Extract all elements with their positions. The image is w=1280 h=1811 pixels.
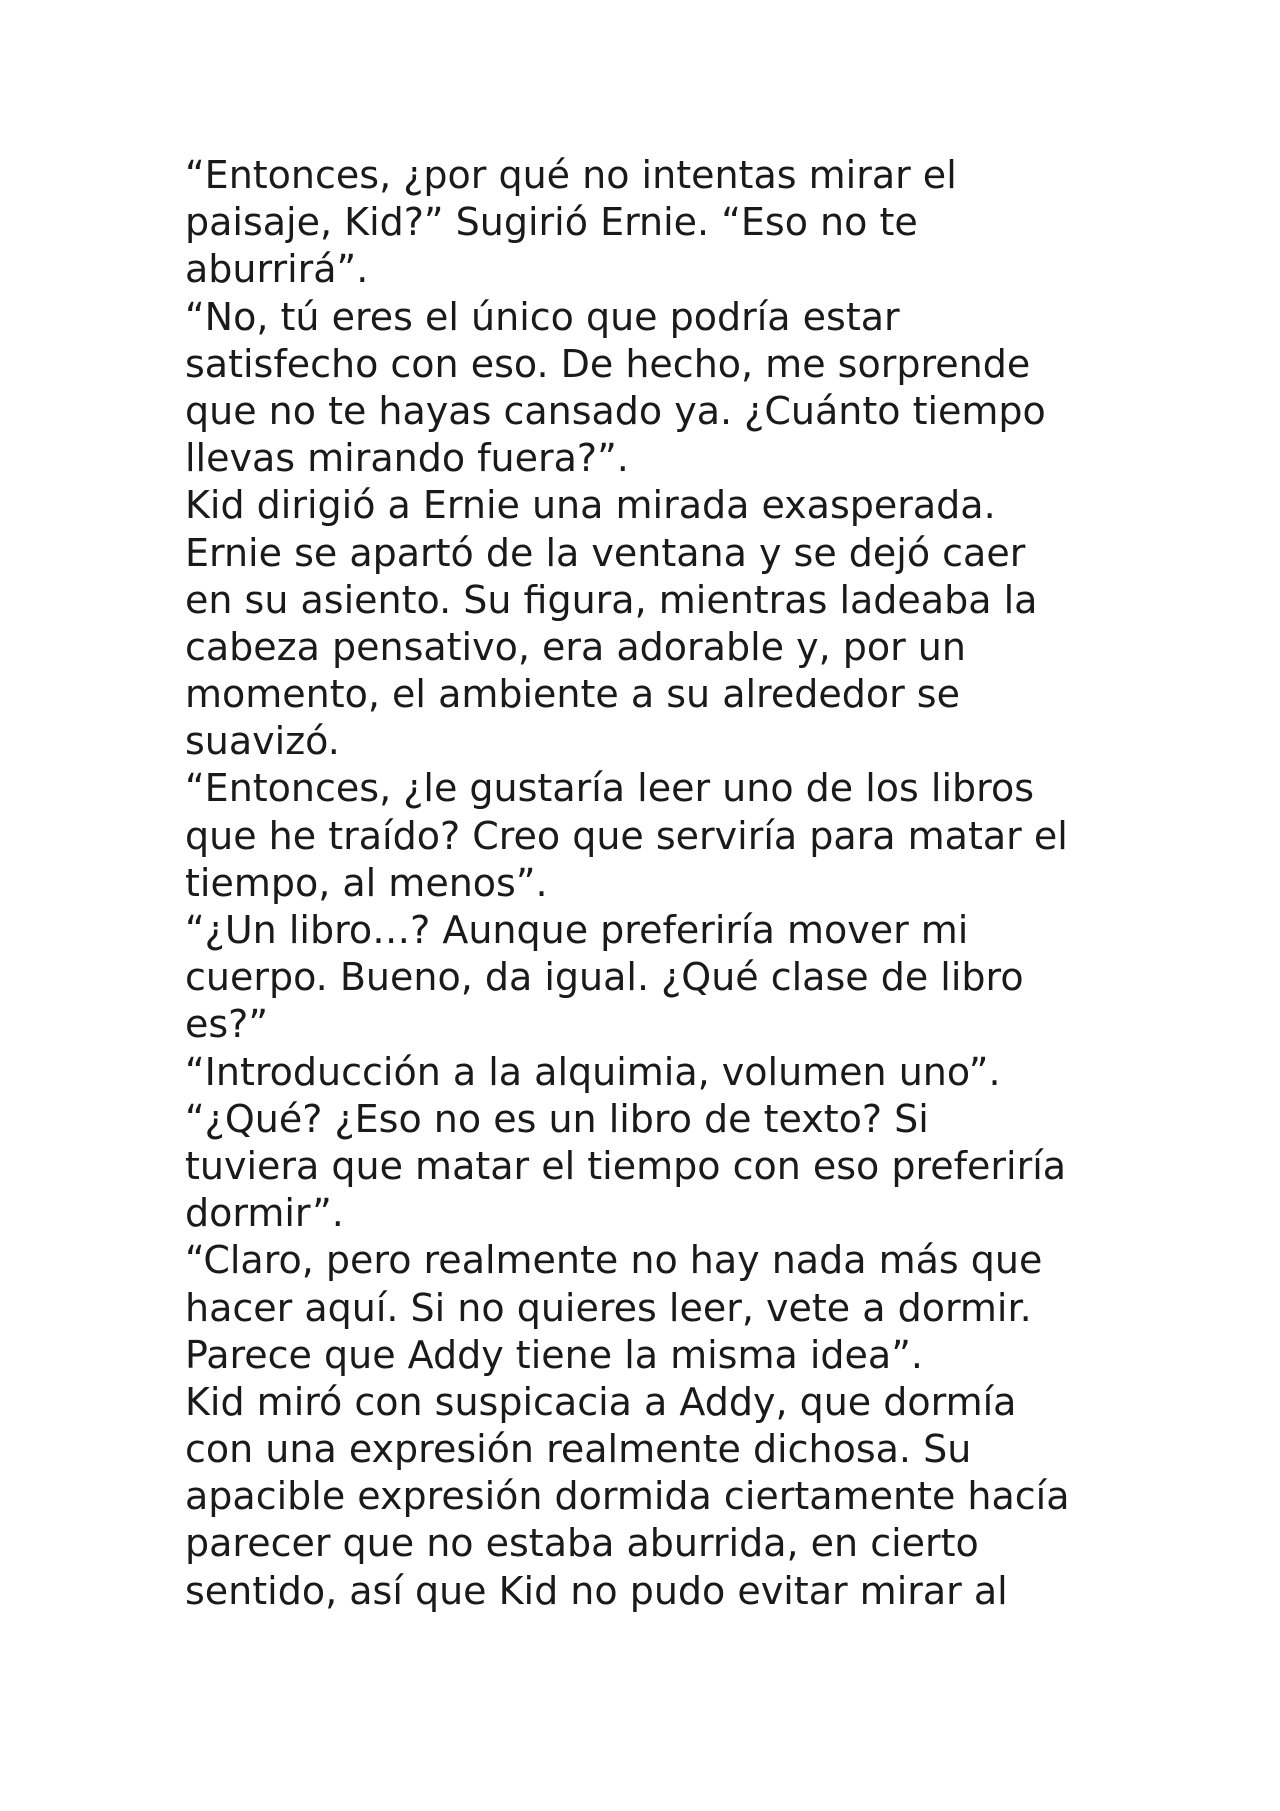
text-line: que no te hayas cansado ya. ¿Cuánto tiempo <box>185 388 1046 433</box>
text-line: llevas mirando fuera?”. <box>185 436 629 481</box>
text-line: momento, el ambiente a su alrededor se <box>185 672 960 717</box>
text-line: parecer que no estaba aburrida, en cierto <box>185 1521 979 1566</box>
text-line: “Entonces, ¿le gustaría leer uno de los libros <box>185 766 1035 811</box>
text-line: paisaje, Kid?” Sugirió Ernie. “Eso no te <box>185 200 918 245</box>
text-line: hacer aquí. Si no quieres leer, vete a dormir. <box>185 1285 1032 1330</box>
text-line: Kid dirigió a Ernie una mirada exasperada. <box>185 483 996 528</box>
text-line: satisfecho con eso. De hecho, me sorprende <box>185 341 1031 386</box>
text-line: suavizó. <box>185 719 340 764</box>
text-line: apacible expresión dormida ciertamente hacía <box>185 1474 1070 1519</box>
text-line: Kid miró con suspicacia a Addy, que dormía <box>185 1379 1017 1424</box>
text-line: Ernie se apartó de la ventana y se dejó caer <box>185 530 1026 575</box>
text-line: sentido, así que Kid no pudo evitar mirar al <box>185 1568 1008 1613</box>
text-line: “Entonces, ¿por qué no intentas mirar el <box>185 153 957 197</box>
text-line: tuviera que matar el tiempo con eso preferiría <box>185 1143 1067 1188</box>
text-line: cabeza pensativo, era adorable y, por un <box>185 624 966 669</box>
text-line: cuerpo. Bueno, da igual. ¿Qué clase de libro <box>185 955 1024 1000</box>
text-line: “No, tú eres el único que podría estar <box>185 294 900 339</box>
text-line: “¿Qué? ¿Eso no es un libro de texto? Si <box>185 1096 929 1141</box>
text-line: tiempo, al menos”. <box>185 860 548 905</box>
text-line: “¿Un libro…? Aunque preferiría mover mi <box>185 908 969 952</box>
text-line: Parece que Addy tiene la misma idea”. <box>185 1332 923 1377</box>
text-line: que he traído? Creo que serviría para matar el <box>185 813 1068 858</box>
text-line: aburrirá”. <box>185 247 369 292</box>
body-text <box>185 152 1185 1615</box>
text-line: “Introducción a la alquimia, volumen uno”. <box>185 1049 1001 1094</box>
text-line: en su asiento. Su figura, mientras ladeaba la <box>185 577 1038 622</box>
text-line: “Claro, pero realmente no hay nada más que <box>185 1238 1043 1283</box>
text-line: con una expresión realmente dichosa. Su <box>185 1427 972 1472</box>
text-line: dormir”. <box>185 1191 344 1236</box>
text-line: es?” <box>185 1002 269 1047</box>
